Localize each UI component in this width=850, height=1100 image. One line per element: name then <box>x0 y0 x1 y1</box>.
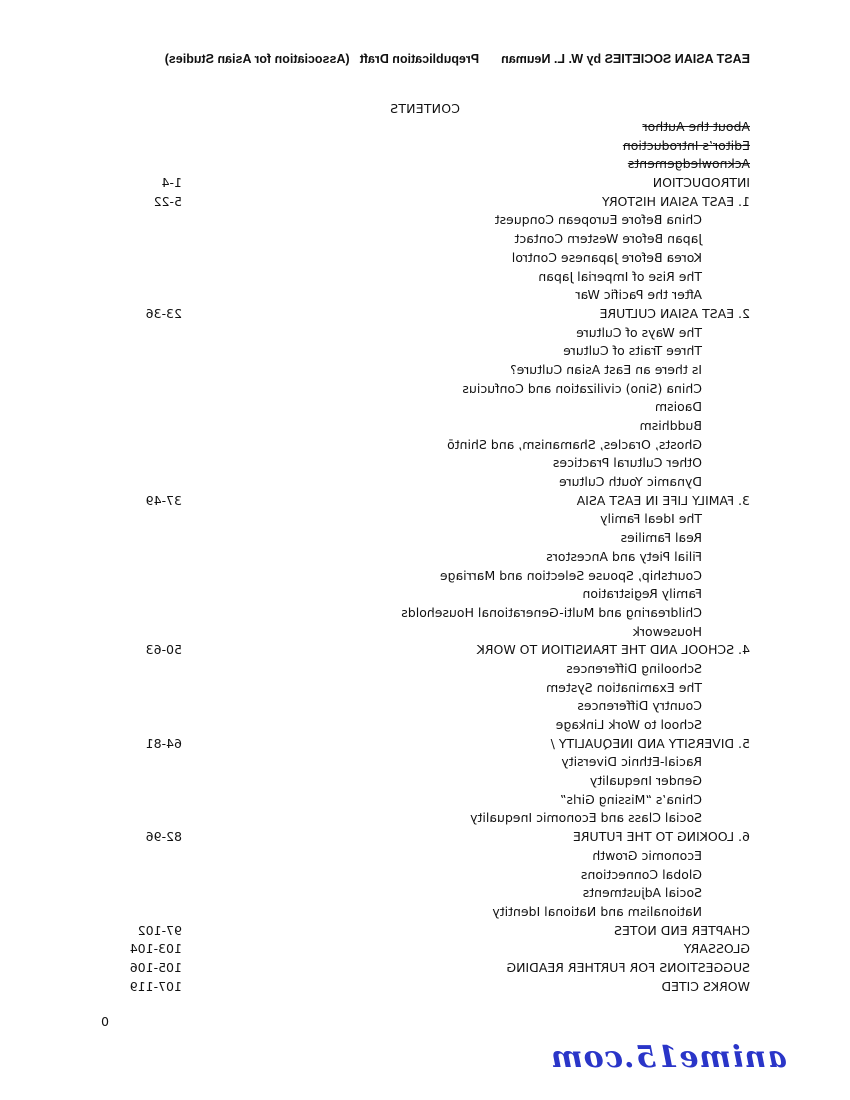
toc-subentry <box>0 791 850 810</box>
toc-subentry <box>0 454 850 473</box>
toc-entry-title: 1. EAST ASIAN HISTORY <box>602 193 750 209</box>
page-number: 0 <box>101 1014 109 1029</box>
toc-entry-title: Filial Piety and Ancestors <box>546 548 702 564</box>
toc-entry-title: After the Pacific War <box>575 287 702 303</box>
toc-subentry <box>0 436 850 455</box>
toc-entry-title: The Ideal Family <box>600 511 702 527</box>
toc-entry-title: Racial-Ethnic Diversity <box>561 754 702 770</box>
toc-entry <box>0 137 850 156</box>
toc-entry-title: Nationalism and National Identity <box>492 903 702 919</box>
toc-subentry <box>0 585 850 604</box>
book-title: EAST ASIAN SOCIETIES by W. L. Neuman <box>501 52 750 66</box>
toc-subentry <box>0 847 850 866</box>
toc-subentry <box>0 361 850 380</box>
toc-entry-title: 5. DIVERSITY AND INEQUALITY / <box>550 735 750 751</box>
toc-entry-title: Social Adjustments <box>582 885 702 901</box>
toc-entry <box>0 735 850 754</box>
toc-entry-title: WORKS CITED <box>661 978 750 994</box>
toc-entry-title: Ghosts, Oracles, Shamanism, and Shintō <box>447 436 702 452</box>
toc-subentry <box>0 660 850 679</box>
toc-entry-pages: 64-81 <box>145 735 182 751</box>
toc-entry <box>0 940 850 959</box>
toc-entry-title: Other Cultural Practices <box>552 455 702 471</box>
toc-entry-title: China (Sino) civilization and Confucius <box>462 380 702 396</box>
toc-subentry <box>0 753 850 772</box>
toc-entry-pages: 107-119 <box>129 978 182 994</box>
toc-entry-title: Buddhism <box>639 418 702 433</box>
watermark-logo: anime15.com <box>550 1040 787 1075</box>
toc-entry-title: Courtship, Spouse Selection and Marriage <box>439 567 702 583</box>
toc-entry-title: Childrearing and Multi-Generational Households <box>401 604 702 620</box>
toc-entry-title: Economic Growth <box>592 847 702 863</box>
toc-entry-title: China’s “Missing Girls” <box>560 791 702 807</box>
draft-label: Prepublication Draft <box>359 52 480 66</box>
toc-subentry <box>0 884 850 903</box>
toc-entry-title: Housework <box>632 623 702 639</box>
toc-entry-pages: 50-63 <box>145 642 182 658</box>
contents-heading: CONTENTS <box>390 101 460 116</box>
toc-entry-title: Korea Before Japanese Control <box>511 249 702 265</box>
toc-entry-title: 3. FAMILY LIFE IN EAST ASIA <box>576 492 750 508</box>
toc-subentry <box>0 398 850 417</box>
toc-entry-title: China Before European Conquest <box>494 212 702 228</box>
toc-entry <box>0 155 850 174</box>
toc-entry-pages: 1-4 <box>161 175 182 191</box>
toc-entry-title: Japan Before Western Contact <box>514 231 702 247</box>
toc-entry-title: Schooling Differences <box>566 660 702 676</box>
toc-subentry <box>0 249 850 268</box>
toc-entry-pages: 82-96 <box>145 829 182 845</box>
toc-entry-title: Gender Inequality <box>589 773 702 789</box>
toc-entry-pages: 105-106 <box>129 959 182 975</box>
toc-subentry <box>0 866 850 885</box>
toc-entry-title: CHAPTER END NOTES <box>614 922 750 938</box>
toc-entry-title: 4. SCHOOL AND THE TRANSITION TO WORK <box>476 642 750 658</box>
toc-subentry <box>0 623 850 642</box>
toc-subentry <box>0 286 850 305</box>
toc-entry <box>0 118 850 137</box>
toc-subentry <box>0 809 850 828</box>
page-header <box>140 52 750 66</box>
toc-subentry <box>0 679 850 698</box>
toc-entry <box>0 174 850 193</box>
toc-entry-title: School to Work Linkage <box>555 717 702 732</box>
toc-entry <box>0 193 850 212</box>
toc-entry-title: The Ways of Culture <box>576 324 702 340</box>
toc-entry-title: Editor’s Introduction <box>622 137 750 153</box>
toc-entry-title: Three Traits of Culture <box>563 343 702 359</box>
toc-entry-pages: 37-49 <box>145 492 182 508</box>
toc-entry-title: The Examination System <box>546 679 702 695</box>
toc-entry <box>0 492 850 511</box>
toc-entry <box>0 959 850 978</box>
toc-subentry <box>0 380 850 399</box>
toc-subentry <box>0 230 850 249</box>
toc-entry <box>0 641 850 660</box>
toc-entry-title: Daoism <box>654 399 702 415</box>
toc-entry-title: About the Author <box>642 119 750 134</box>
toc-entry <box>0 305 850 324</box>
toc-subentry <box>0 604 850 623</box>
toc-entry-title: Acknowledgements <box>627 156 750 172</box>
toc-entry-title: Social Class and Economic Inequality <box>470 810 702 826</box>
toc-subentry <box>0 417 850 436</box>
toc-entry-title: Is there an East Asian Culture? <box>510 361 702 377</box>
toc-entry-pages: 103-104 <box>129 941 182 957</box>
toc-entry-title: SUGGESTIONS FOR FURTHER READING <box>506 959 750 975</box>
toc-entry-title: GLOSSARY <box>683 941 750 957</box>
toc-entry-pages: 23-36 <box>145 305 182 321</box>
toc-subentry <box>0 772 850 791</box>
toc-entry <box>0 978 850 997</box>
toc-entry <box>0 922 850 941</box>
association-label: (Association for Asian Studies) <box>164 52 350 66</box>
toc-entry-title: Family Registration <box>582 586 702 602</box>
toc-subentry <box>0 529 850 548</box>
toc-entry-pages: 97-102 <box>137 922 182 938</box>
toc-entry-title: 6. LOOKING TO THE FUTURE <box>572 829 750 845</box>
toc-subentry <box>0 903 850 922</box>
toc-entry-pages: 5-22 <box>153 193 182 209</box>
toc-subentry <box>0 342 850 361</box>
toc-entry-title: Global Connections <box>580 866 702 882</box>
toc-entry-title: Real Families <box>620 530 702 546</box>
toc-entry-title: Dynamic Youth Culture <box>559 474 702 490</box>
toc-subentry <box>0 716 850 735</box>
toc-subentry <box>0 473 850 492</box>
toc-entry-title: Country Differences <box>577 698 702 714</box>
toc-entry-title: 2. EAST ASIAN CULTURE <box>599 305 750 321</box>
toc-subentry <box>0 324 850 343</box>
toc-subentry <box>0 697 850 716</box>
table-of-contents <box>0 118 850 996</box>
toc-entry <box>0 828 850 847</box>
toc-subentry <box>0 548 850 567</box>
toc-entry-title: The Rise of Imperial Japan <box>538 268 702 284</box>
toc-entry-title: INTRODUCTION <box>652 175 750 191</box>
toc-subentry <box>0 567 850 586</box>
toc-subentry <box>0 211 850 230</box>
toc-subentry <box>0 510 850 529</box>
toc-subentry <box>0 268 850 287</box>
